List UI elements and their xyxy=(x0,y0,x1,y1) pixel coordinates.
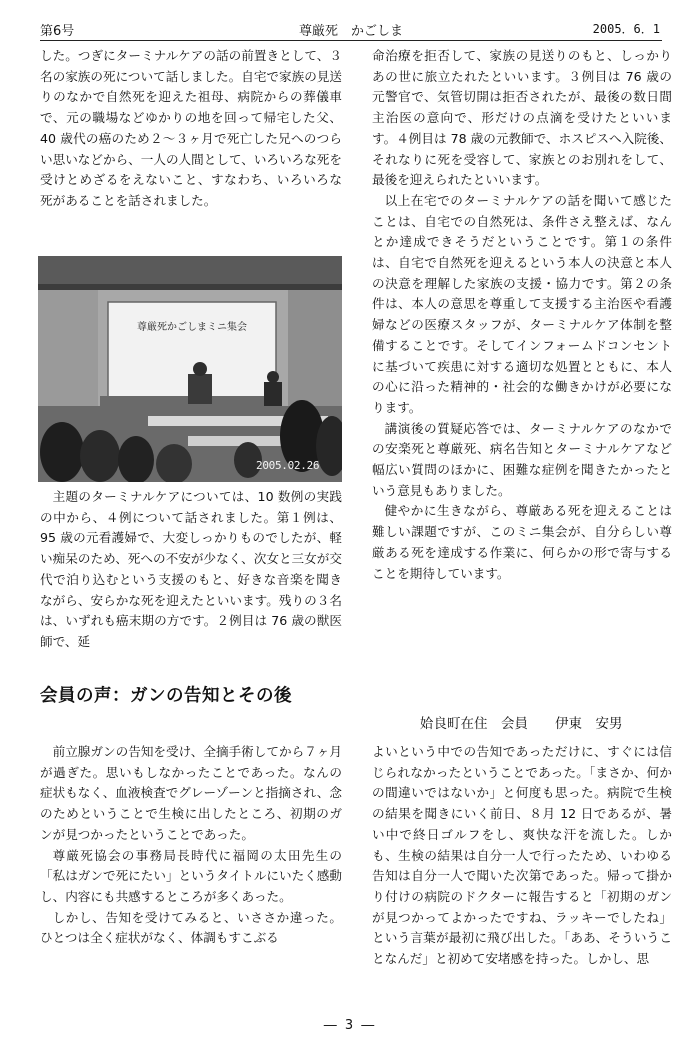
paragraph: よいという中での告知であっただけに、すぐには信じられなかったということであった。「まさか、何かの間違いではないか」と何度も思った。病院で生検の結果を聞きにいく前日、８月 12 日であるが、暑い中で終日ゴルフをし、爽快な汗を流した。しかも、生検の結果は自分一人で行ったため、いわゆる告知は自分一人で聞いた次第であった。帰って掛かり付けの病院のドクターに報告すると「初期のガンが見つかってよかったですね、ラッキーでしたね」という言葉が最初に飛び出した。「ああ、そういうことなんだ」と初めて安堵感を持った。しかし、思 xyxy=(372,744,672,967)
article1-left-mid xyxy=(40,487,342,653)
article1-left-top xyxy=(40,46,342,212)
newsletter-title: 尊厳死 かごしま xyxy=(298,24,403,39)
page-header xyxy=(40,18,662,41)
paragraph: した。つぎにターミナルケアの話の前置きとして、３名の家族の死について話しました。自宅で家族の見送りのなかで自然死を迎えた祖母、病院からの葬儀車で、元の職場などゆかりの地を回って帰宅した父、40 歳代の癌のため２～３ヶ月で死亡した兄へのつらい思いなどから、一人の人間として、いろいろな死を受けとめざるをえないこと、すなわち、いろいろな死があることを話されました。 xyxy=(40,48,342,208)
paragraph: 尊厳死協会の事務局長時代に福岡の太田先生の「私はガンで死にたい」というタイトルにいたく感動し、内容にも共感するところが多くあった。 xyxy=(40,847,342,904)
event-photo xyxy=(38,256,342,482)
paragraph: 健やかに生きながら、尊厳ある死を迎えることは難しい課題ですが、このミニ集会が、自分らしい尊厳ある死を達成する作業に、何らかの形で寄与することを期待しています。 xyxy=(372,503,672,581)
author-line: 姶良町在住 会員 伊東 安男 xyxy=(420,716,623,732)
photo-date-stamp: 2005.02.26 xyxy=(256,459,320,472)
banner-text: 尊厳死かごしまミニ集会 xyxy=(137,322,247,333)
paragraph: 前立腺ガンの告知を受け、全摘手術してから７ヶ月が過ぎた。思いもしなかったことであった。なんの症状もなく、血液検査でグレーゾーンと指摘され、念のためということで生検に出したところ、初期のガンが見つかったということであった。 xyxy=(40,744,342,842)
paragraph: 命治療を拒否して、家族の見送りのもと、しっかりあの世に旅立たれたといいます。３例目は 76 歳の元警官で、気管切開は拒否されたが、最後の数日間主治医の意向で、形だけの点滴を受けたといいます。４例目は 78 歳の元教師で、ホスピスへ入院後、それなりに死を受容して、家族とのお別れをして、最後を迎えられたといいます。 xyxy=(372,48,672,188)
paragraph: 主題のターミナルケアについては、10 数例の実践の中から、４例について話されました。第１例は、95 歳の元看護婦で、大変しっかりものでしたが、軽い痴呆のため、死への不安が少なく、次女と三女が交代で泊り込むという支援のもと、好きな音楽を聞きながら、安らかな死を迎えたといいます。残りの３名は、いずれも癌末期の方です。２例目は 76 歳の獣医師で、延 xyxy=(40,489,342,649)
article1-right xyxy=(372,46,672,584)
issue-number: 第6号 xyxy=(40,24,75,39)
photo-illustration xyxy=(38,256,342,482)
paragraph: 以上在宅でのターミナルケアの話を聞いて感じたことは、自宅での自然死は、条件さえ整えば、なんとか達成できそうだということです。第１の条件は、自宅で自然死を迎えるという本人の決意と本人の決意を理解した家族の支援・協力です。第２の条件は、本人の意思を尊重して支援する主治医や看護婦などの医療スタッフが、ターミナルケア体制を整備することです。そしてインフォームドコンセントに基づいて疾患に対する適切な処置とともに、本人の心に沿った精神的・社会的な働きかけが必要になります。 xyxy=(372,192,672,415)
paragraph: 講演後の質疑応答では、ターミナルケアのなかでの安楽死と尊厳死、病名告知とターミナルケアなど幅広い質問のほかに、困難な症例を聞きたかったという意見もありました。 xyxy=(372,420,672,498)
article2-left xyxy=(40,742,342,949)
issue-date: 2005．6．1 xyxy=(592,22,660,36)
paragraph: しかし、告知を受けてみると、いささか違った。ひとつは全く症状がなく、体調もすこぶる xyxy=(40,909,342,946)
page-number: ― 3 ― xyxy=(323,1018,377,1033)
article2-right xyxy=(372,742,672,970)
section-title: 会員の声：ガンの告知とその後 xyxy=(40,686,292,706)
